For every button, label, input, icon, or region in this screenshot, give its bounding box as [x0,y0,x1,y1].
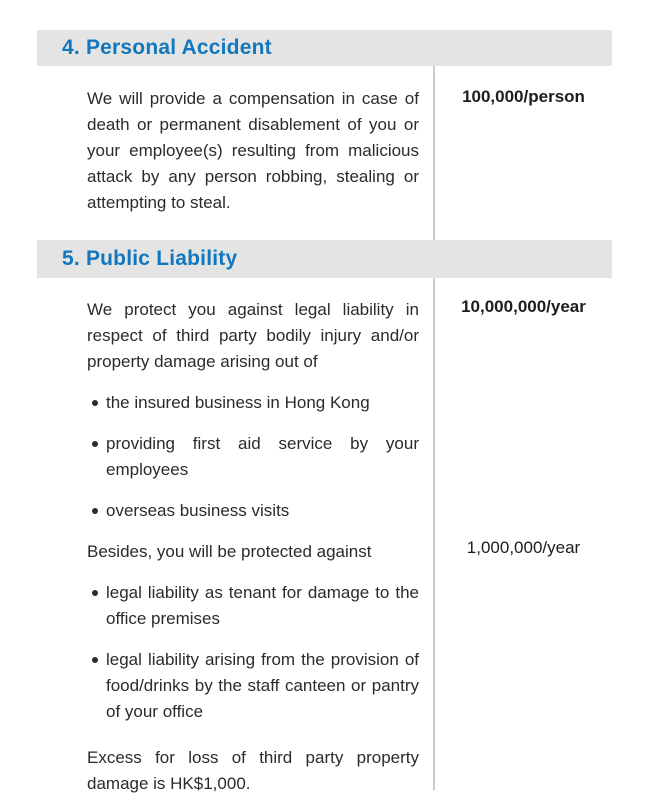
section-5-heading-bar [37,240,612,278]
section-5-limit-column [435,278,612,807]
bullet-dot [92,441,98,447]
section-5-content [37,278,612,807]
bullet-item [87,390,419,416]
coverage-paragraph: Besides, you will be protected against [87,542,372,561]
bullet-text: the insured business in Hong Kong [106,393,370,412]
bullet-item [87,647,419,725]
benefit-limit-value: 1,000,000/year [466,538,581,557]
section-4-content [37,66,612,240]
bullet-dot [92,400,98,406]
bullet-dot [92,657,98,663]
bullet-item [87,580,419,632]
section-4-description-column [37,66,433,216]
section-public-liability [37,240,612,807]
coverage-paragraph: We will provide a compensation in case of death or permanent disablement of you or your employee(s) resulting from malicious attack by any person robbing, stealing or attempting to steal. [87,89,419,212]
section-4-heading: 4. Personal Accident [62,36,272,59]
excess-note-paragraph: Excess for loss of third party property damage is HK$1,000. [87,748,419,793]
benefit-limit-value: 100,000/person [462,87,585,106]
bullet-text: legal liability as tenant for damage to the office premises [106,583,419,628]
benefit-limit-value: 10,000,000/year [461,297,586,316]
bullet-item [87,498,419,524]
section-personal-accident [37,30,612,240]
bullet-dot [92,590,98,596]
bullet-text: legal liability arising from the provision of food/drinks by the staff canteen or pantry of your office [106,650,419,721]
coverage-paragraph: We protect you against legal liability in respect of third party bodily injury and/or property damage arising out of [87,300,419,371]
section-4-heading-bar [37,30,612,66]
bullet-text: overseas business visits [106,501,290,520]
section-4-limit-column [435,66,612,240]
bullet-dot [92,508,98,514]
section-5-description-column [37,278,433,797]
section-5-heading: 5. Public Liability [62,247,238,270]
policy-benefits-document [37,0,612,807]
bullet-text: providing first aid service by your employees [106,434,419,479]
bullet-item [87,431,419,483]
